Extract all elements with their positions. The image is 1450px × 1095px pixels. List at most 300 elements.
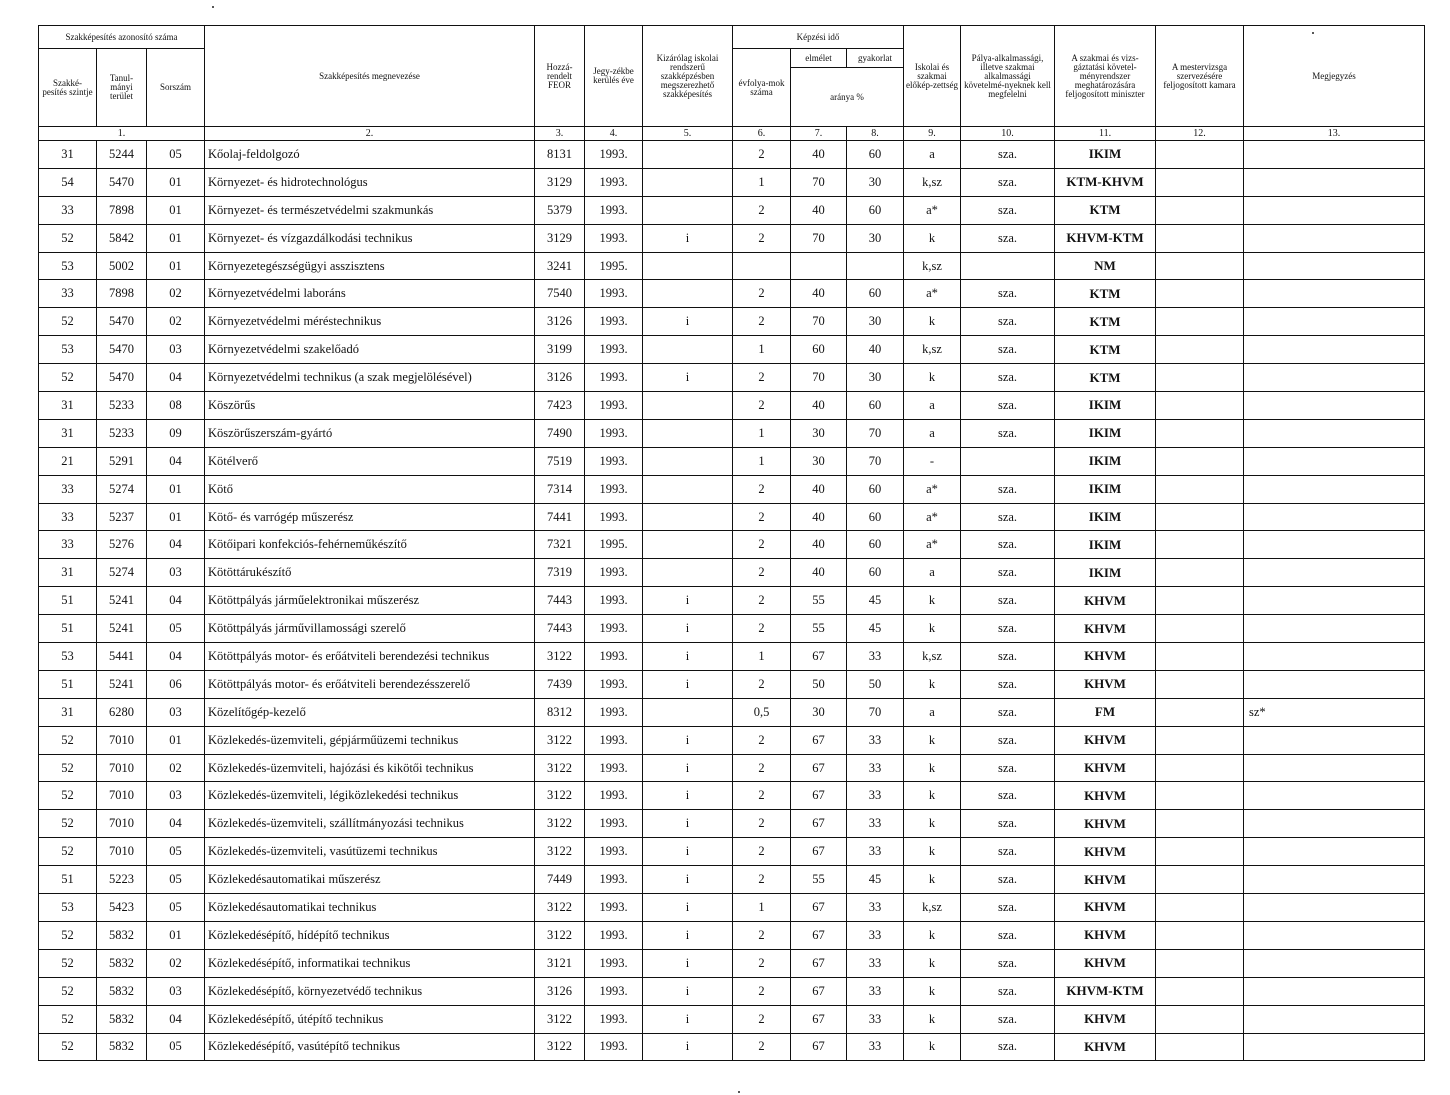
cell-years: 2 [733,1033,791,1061]
cell-prereq: k,sz [904,168,961,196]
cell-aptitude: sza. [961,726,1055,754]
cell-chamber [1156,224,1244,252]
cell-feor: 7423 [535,392,585,420]
cell-year: 1993. [585,921,643,949]
cell-level: 31 [39,559,97,587]
header-year-label: Jegy-zékbe kerülés éve [593,66,634,85]
table-row [39,392,1425,420]
cell-name: Közelítőgép-kezelő [205,698,535,726]
cell-school-only: i [643,921,733,949]
cell-feor: 7439 [535,670,585,698]
cell-years: 2 [733,559,791,587]
cell-school-only: i [643,643,733,671]
cell-year: 1993. [585,782,643,810]
cell-practice: 45 [847,866,904,894]
cell-note [1244,447,1425,475]
cell-year: 1993. [585,308,643,336]
table-row [39,810,1425,838]
cell-school-only: i [643,587,733,615]
cell-ministry: KTM-KHVM [1055,168,1156,196]
header-seq: Sorszám [147,49,205,127]
cell-theory: 40 [791,503,847,531]
cell-years: 2 [733,224,791,252]
cell-practice: 70 [847,698,904,726]
cell-note [1244,1033,1425,1061]
cell-aptitude: sza. [961,503,1055,531]
cell-feor: 3121 [535,949,585,977]
cell-year: 1993. [585,587,643,615]
col-number-9: 9. [904,127,961,141]
cell-year: 1993. [585,364,643,392]
cell-practice: 33 [847,1033,904,1061]
cell-level: 33 [39,280,97,308]
cell-school-only [643,392,733,420]
cell-school-only [643,475,733,503]
cell-aptitude: sza. [961,168,1055,196]
cell-theory: 67 [791,782,847,810]
cell-theory: 30 [791,419,847,447]
cell-name: Kötő- és varrógép műszerész [205,503,535,531]
cell-seq: 05 [147,866,205,894]
cell-school-only [643,252,733,280]
cell-seq: 05 [147,615,205,643]
cell-years: 2 [733,531,791,559]
cell-seq: 03 [147,782,205,810]
cell-prereq: k,sz [904,894,961,922]
cell-prereq: k [904,838,961,866]
cell-ministry: IKIM [1055,392,1156,420]
cell-seq: 03 [147,698,205,726]
cell-name: Kötő [205,475,535,503]
cell-seq: 01 [147,252,205,280]
cell-school-only [643,141,733,169]
header-aptitude [961,26,1055,127]
cell-name: Kötöttpályás motor- és erőátviteli berendezési technikus [205,643,535,671]
header-ministry [1055,26,1156,127]
cell-theory: 67 [791,838,847,866]
col-number-7: 7. [791,127,847,141]
cell-ministry: KHVM [1055,643,1156,671]
cell-feor: 7443 [535,587,585,615]
cell-theory: 67 [791,1033,847,1061]
cell-area: 5002 [97,252,147,280]
cell-theory: 30 [791,447,847,475]
col-number-2: 2. [205,127,535,141]
cell-name: Közlekedés-üzemviteli, gépjárműüzemi technikus [205,726,535,754]
cell-chamber [1156,949,1244,977]
cell-school-only: i [643,754,733,782]
cell-aptitude [961,252,1055,280]
cell-years: 2 [733,977,791,1005]
cell-practice: 60 [847,141,904,169]
cell-school-only: i [643,224,733,252]
cell-aptitude: sza. [961,587,1055,615]
table-row [39,1033,1425,1061]
table-row [39,670,1425,698]
cell-ministry: IKIM [1055,559,1156,587]
header-ratio: aránya % [791,68,904,127]
table-row [39,280,1425,308]
cell-level: 52 [39,308,97,336]
cell-theory: 67 [791,810,847,838]
cell-practice: 70 [847,419,904,447]
cell-prereq: a* [904,503,961,531]
scan-speck [1312,32,1314,34]
header-aptitude-label: Pálya-alkalmassági, illetve szakmai alkalmassági követelmé-nyeknek kell megfelelni [964,52,1051,99]
cell-year: 1993. [585,475,643,503]
header-years [733,49,791,127]
cell-chamber [1156,475,1244,503]
table-row [39,643,1425,671]
cell-note [1244,670,1425,698]
cell-chamber [1156,838,1244,866]
cell-school-only [643,559,733,587]
table-row [39,1005,1425,1033]
cell-school-only [643,168,733,196]
cell-chamber [1156,698,1244,726]
cell-area: 7010 [97,726,147,754]
header-level-label: Szakké-pesítés szintje [42,77,93,97]
cell-seq: 01 [147,168,205,196]
cell-years: 2 [733,587,791,615]
cell-name: Közlekedésépítő, útépítő technikus [205,1005,535,1033]
cell-school-only [643,196,733,224]
cell-level: 33 [39,196,97,224]
cell-area: 7010 [97,838,147,866]
cell-school-only: i [643,782,733,810]
header-identifier-group: Szakképesítés azonosító száma [39,26,205,49]
cell-practice: 60 [847,503,904,531]
cell-note [1244,196,1425,224]
cell-aptitude: sza. [961,364,1055,392]
cell-prereq: k [904,670,961,698]
cell-theory: 40 [791,141,847,169]
cell-level: 52 [39,838,97,866]
cell-ministry: KHVM [1055,1005,1156,1033]
cell-school-only: i [643,1033,733,1061]
cell-practice: 30 [847,168,904,196]
cell-prereq: a [904,698,961,726]
cell-prereq: k [904,726,961,754]
cell-feor: 3126 [535,977,585,1005]
cell-school-only: i [643,308,733,336]
table-row [39,168,1425,196]
cell-seq: 04 [147,1005,205,1033]
table-row [39,921,1425,949]
cell-ministry: KHVM [1055,810,1156,838]
cell-chamber [1156,587,1244,615]
cell-school-only [643,503,733,531]
cell-feor: 7314 [535,475,585,503]
cell-ministry: IKIM [1055,447,1156,475]
cell-practice: 33 [847,726,904,754]
cell-practice: 40 [847,336,904,364]
cell-aptitude: sza. [961,866,1055,894]
cell-year: 1993. [585,810,643,838]
cell-year: 1993. [585,670,643,698]
cell-note [1244,475,1425,503]
cell-level: 51 [39,587,97,615]
cell-note [1244,308,1425,336]
cell-year: 1993. [585,866,643,894]
cell-prereq: k [904,782,961,810]
cell-area: 5832 [97,949,147,977]
cell-area: 5832 [97,977,147,1005]
cell-theory: 40 [791,531,847,559]
cell-year: 1993. [585,949,643,977]
cell-theory: 40 [791,559,847,587]
cell-area: 5832 [97,921,147,949]
cell-year: 1995. [585,531,643,559]
cell-year: 1993. [585,141,643,169]
table-row [39,141,1425,169]
cell-prereq: k [904,1005,961,1033]
cell-note [1244,1005,1425,1033]
cell-school-only [643,698,733,726]
cell-name: Környezet- és vízgazdálkodási technikus [205,224,535,252]
cell-school-only: i [643,894,733,922]
cell-note [1244,364,1425,392]
cell-theory: 70 [791,224,847,252]
cell-name: Környezetegészségügyi asszisztens [205,252,535,280]
cell-theory: 67 [791,1005,847,1033]
cell-practice: 30 [847,364,904,392]
cell-note [1244,810,1425,838]
cell-seq: 01 [147,224,205,252]
table-row [39,252,1425,280]
cell-practice [847,252,904,280]
cell-aptitude: sza. [961,559,1055,587]
cell-aptitude: sza. [961,949,1055,977]
cell-ministry: KHVM [1055,1033,1156,1061]
cell-area: 5237 [97,503,147,531]
table-row [39,559,1425,587]
cell-prereq: k [904,1033,961,1061]
cell-school-only [643,447,733,475]
cell-years: 1 [733,894,791,922]
cell-theory: 70 [791,168,847,196]
cell-note [1244,141,1425,169]
cell-feor: 3122 [535,921,585,949]
cell-feor: 3126 [535,364,585,392]
cell-note [1244,838,1425,866]
cell-prereq: a* [904,475,961,503]
cell-note [1244,782,1425,810]
cell-school-only: i [643,1005,733,1033]
cell-level: 52 [39,782,97,810]
cell-note [1244,168,1425,196]
cell-ministry: IKIM [1055,531,1156,559]
cell-area: 5470 [97,336,147,364]
cell-prereq: a [904,559,961,587]
cell-theory: 67 [791,949,847,977]
cell-chamber [1156,782,1244,810]
cell-feor: 3129 [535,224,585,252]
cell-area: 7010 [97,754,147,782]
cell-theory: 40 [791,475,847,503]
table-row [39,587,1425,615]
cell-level: 54 [39,168,97,196]
cell-years [733,252,791,280]
cell-level: 51 [39,615,97,643]
table-row [39,782,1425,810]
header-years-label: évfolya-mok száma [738,77,785,97]
cell-seq: 09 [147,419,205,447]
cell-prereq: k [904,587,961,615]
cell-year: 1993. [585,392,643,420]
cell-practice: 60 [847,280,904,308]
col-number-12: 12. [1156,127,1244,141]
cell-aptitude: sza. [961,977,1055,1005]
table-row [39,698,1425,726]
cell-name: Környezetvédelmi méréstechnikus [205,308,535,336]
cell-feor: 3122 [535,754,585,782]
cell-school-only [643,531,733,559]
cell-prereq: k [904,754,961,782]
cell-note [1244,726,1425,754]
cell-aptitude: sza. [961,810,1055,838]
cell-seq: 03 [147,336,205,364]
cell-practice: 33 [847,977,904,1005]
cell-name: Kötélverő [205,447,535,475]
cell-year: 1993. [585,698,643,726]
cell-area: 5274 [97,475,147,503]
cell-theory: 67 [791,894,847,922]
cell-prereq: k,sz [904,252,961,280]
cell-years: 1 [733,336,791,364]
table-row [39,615,1425,643]
cell-feor: 3122 [535,726,585,754]
col-number-8: 8. [847,127,904,141]
cell-chamber [1156,419,1244,447]
cell-year: 1993. [585,196,643,224]
header-school-only-label: Kizárólag iskolai rendszerű szakképzésben megszerezhető szakképesítés [656,52,719,99]
cell-years: 2 [733,810,791,838]
cell-seq: 01 [147,475,205,503]
cell-feor: 3129 [535,168,585,196]
cell-practice: 60 [847,559,904,587]
cell-aptitude: sza. [961,698,1055,726]
scan-speck [212,6,214,8]
cell-prereq: k [904,308,961,336]
cell-ministry: KHVM [1055,726,1156,754]
cell-chamber [1156,364,1244,392]
cell-ministry: IKIM [1055,503,1156,531]
cell-prereq: a* [904,280,961,308]
cell-seq: 04 [147,447,205,475]
cell-seq: 03 [147,977,205,1005]
cell-aptitude: sza. [961,921,1055,949]
col-number-5: 5. [643,127,733,141]
cell-aptitude: sza. [961,224,1055,252]
cell-chamber [1156,196,1244,224]
cell-name: Közlekedésépítő, környezetvédő technikus [205,977,535,1005]
cell-area: 7898 [97,280,147,308]
header-area-label: Tanul-mányi terület [109,73,134,101]
cell-year: 1993. [585,168,643,196]
cell-years: 2 [733,280,791,308]
cell-chamber [1156,168,1244,196]
cell-feor: 7441 [535,503,585,531]
cell-school-only: i [643,866,733,894]
cell-note [1244,252,1425,280]
col-number-6: 6. [733,127,791,141]
cell-practice: 60 [847,392,904,420]
cell-practice: 45 [847,615,904,643]
cell-ministry: KHVM [1055,782,1156,810]
cell-years: 1 [733,643,791,671]
cell-year: 1993. [585,503,643,531]
cell-seq: 05 [147,1033,205,1061]
header-theory: elmélet [791,49,847,68]
cell-theory [791,252,847,280]
cell-aptitude: sza. [961,475,1055,503]
cell-aptitude: sza. [961,531,1055,559]
cell-practice: 30 [847,224,904,252]
cell-year: 1993. [585,894,643,922]
cell-area: 5241 [97,670,147,698]
cell-school-only: i [643,726,733,754]
cell-feor: 5379 [535,196,585,224]
table-row [39,531,1425,559]
cell-chamber [1156,754,1244,782]
cell-theory: 55 [791,587,847,615]
cell-year: 1993. [585,615,643,643]
cell-years: 2 [733,670,791,698]
cell-feor: 8131 [535,141,585,169]
cell-prereq: k [904,224,961,252]
cell-note: sz* [1244,698,1425,726]
table-row [39,726,1425,754]
cell-prereq: a* [904,196,961,224]
cell-name: Környezetvédelmi szakelőadó [205,336,535,364]
cell-feor: 3199 [535,336,585,364]
cell-school-only: i [643,977,733,1005]
cell-prereq: k [904,364,961,392]
cell-note [1244,615,1425,643]
cell-years: 1 [733,447,791,475]
cell-name: Közlekedésépítő, informatikai technikus [205,949,535,977]
cell-years: 2 [733,726,791,754]
cell-ministry: KTM [1055,308,1156,336]
cell-feor: 7321 [535,531,585,559]
cell-aptitude: sza. [961,838,1055,866]
cell-area: 5441 [97,643,147,671]
cell-chamber [1156,559,1244,587]
cell-level: 33 [39,503,97,531]
cell-years: 2 [733,615,791,643]
cell-area: 5470 [97,308,147,336]
cell-theory: 30 [791,698,847,726]
cell-seq: 05 [147,894,205,922]
col-number-10: 10. [961,127,1055,141]
cell-practice: 33 [847,894,904,922]
cell-level: 52 [39,224,97,252]
cell-level: 51 [39,866,97,894]
cell-feor: 7319 [535,559,585,587]
cell-area: 5233 [97,419,147,447]
cell-seq: 03 [147,559,205,587]
cell-note [1244,587,1425,615]
cell-years: 2 [733,754,791,782]
cell-year: 1993. [585,336,643,364]
cell-prereq: k [904,949,961,977]
cell-school-only [643,280,733,308]
cell-feor: 7490 [535,419,585,447]
cell-aptitude: sza. [961,196,1055,224]
cell-aptitude: sza. [961,754,1055,782]
cell-aptitude: sza. [961,1005,1055,1033]
